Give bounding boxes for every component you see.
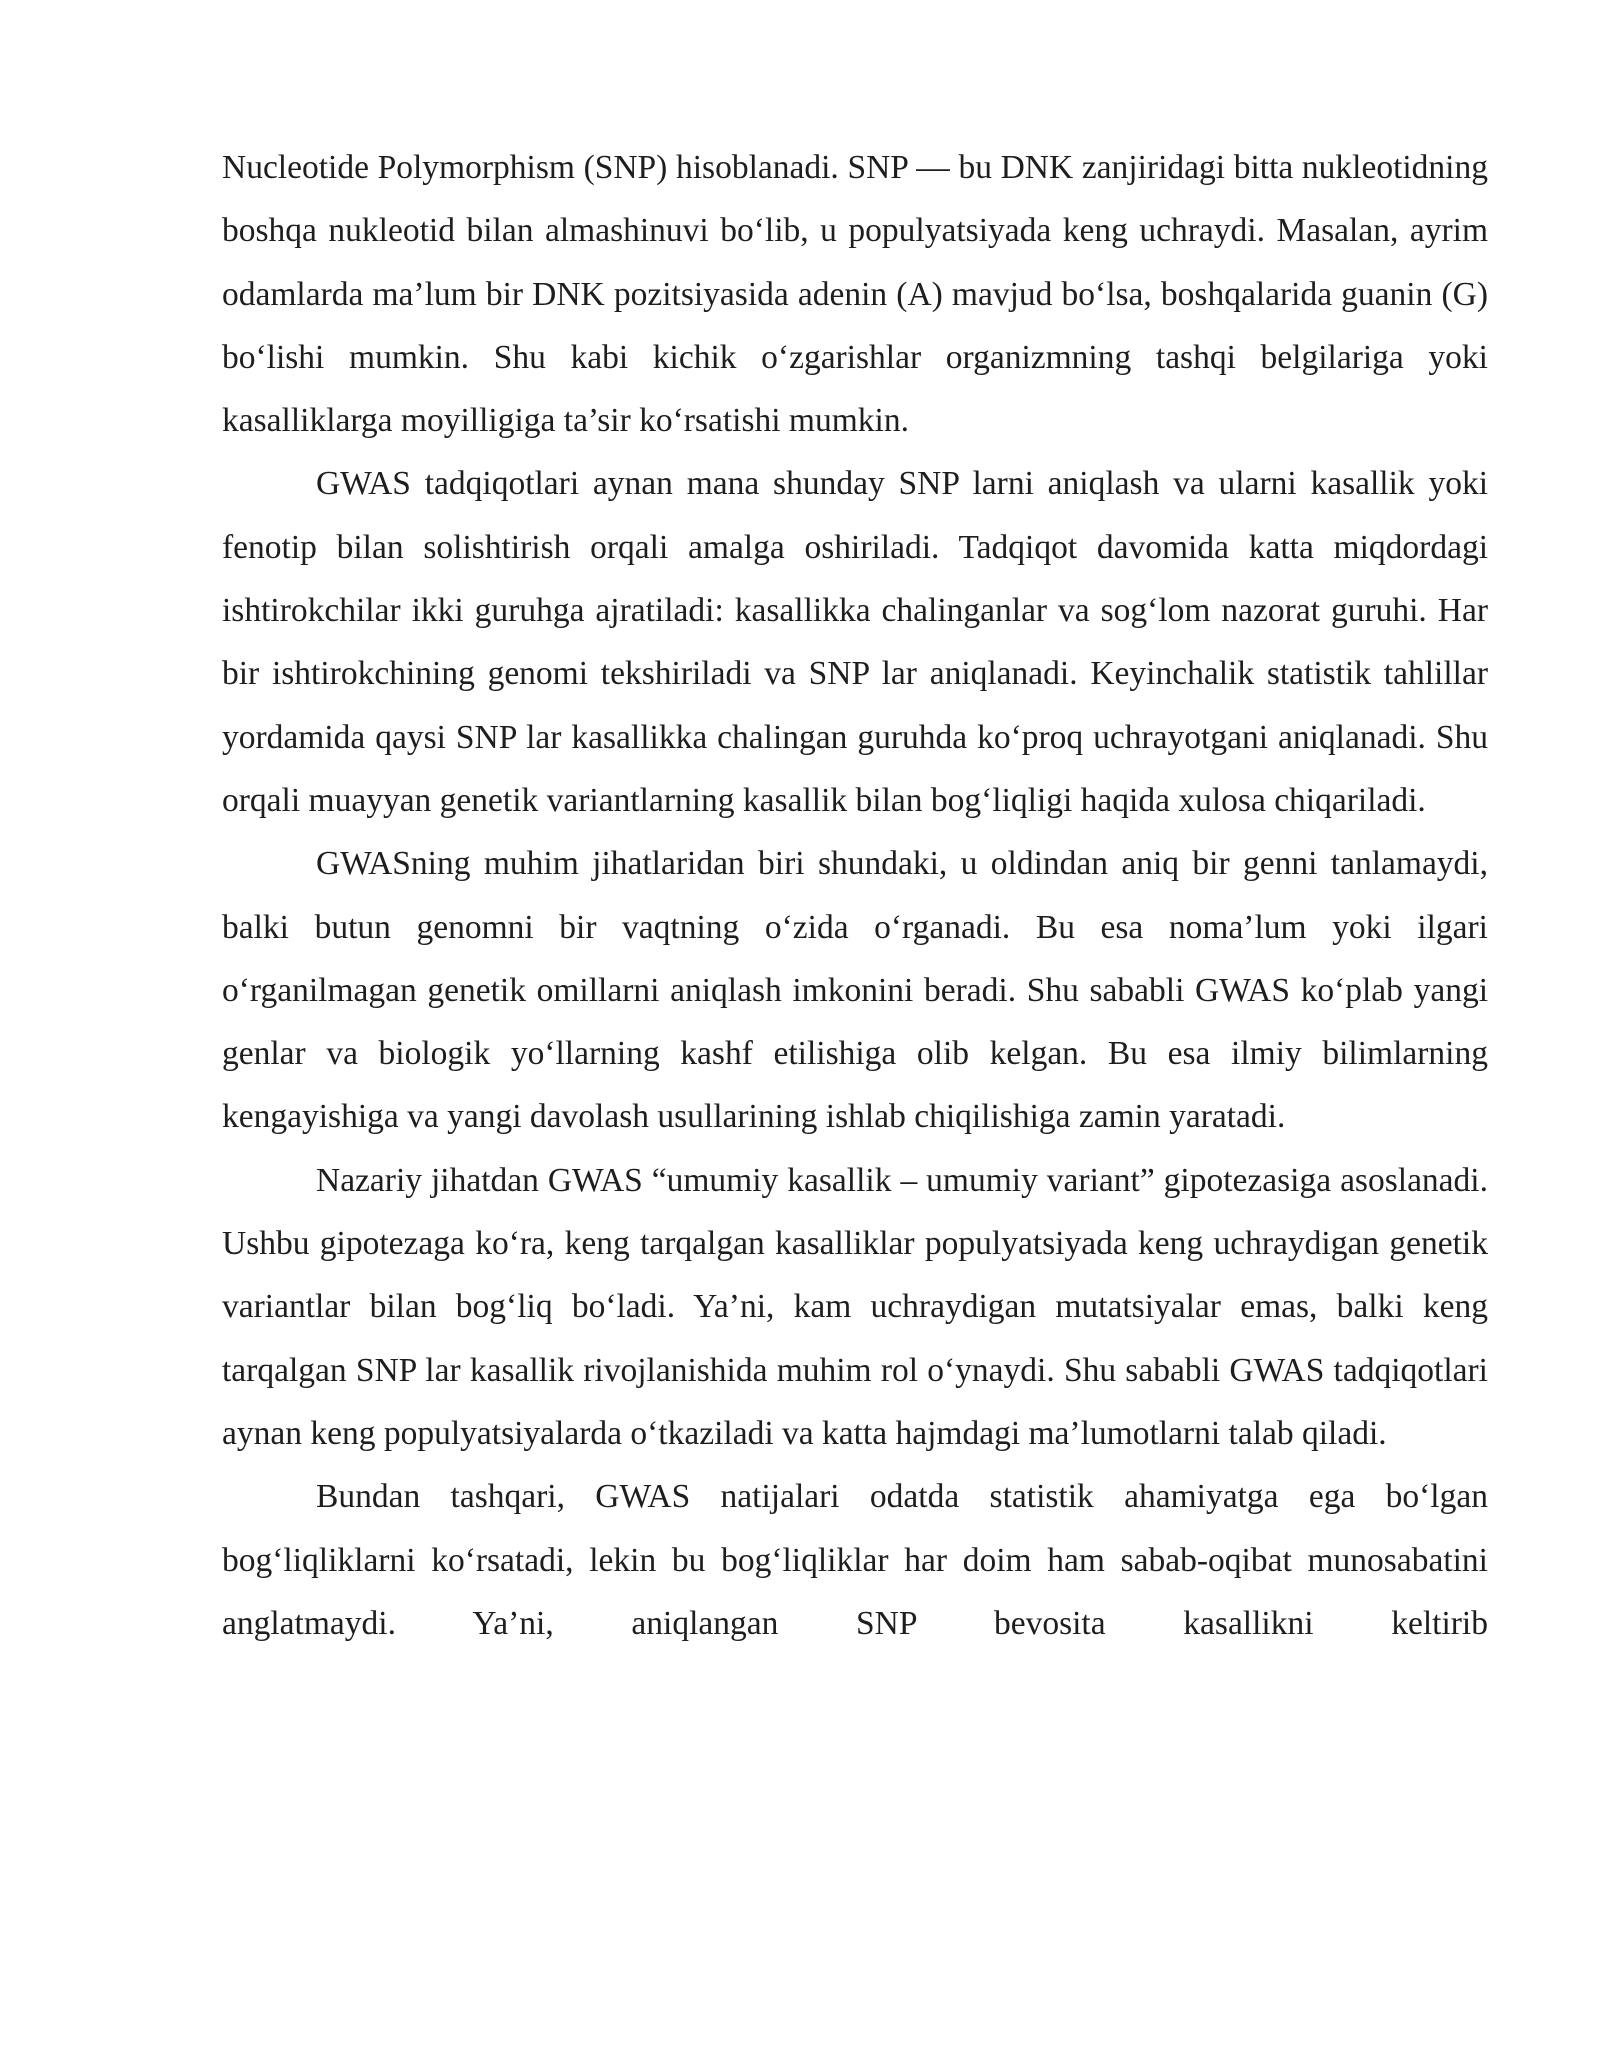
paragraph-common-variant-hypothesis: Nazariy jihatdan GWAS “umumiy kasallik – umumiy variant” gipotezasiga asoslanadi. Ushbu gipotezaga ko‘ra, keng tarqalgan kasalliklar populyatsiyada keng uchraydigan genetik variantlar bilan bog‘liq bo‘ladi. Ya’ni, kam uchraydigan mutatsiyalar emas, balki keng tarqalgan SNP lar kasallik rivojlanishida muhim rol o‘ynaydi. Shu sababli GWAS tadqiqotlari aynan keng populyatsiyalarda o‘tkaziladi va katta hajmdagi ma’lumotlarni talab qiladi.: [222, 1161, 1488, 1452]
paragraph-gwas-genome-wide: GWASning muhim jihatlaridan biri shundaki, u oldindan aniq bir genni tanlamaydi, balki butun genomni bir vaqtning o‘zida o‘rganadi. Bu esa noma’lum yoki ilgari o‘rganilmagan genetik omillarni aniqlash imkonini beradi. Shu sababli GWAS ko‘plab yangi genlar va biologik yo‘llarning kashf etilishiga olib kelgan. Bu esa ilmiy bilimlarning kengayishiga va yangi davolash usullarining ishlab chiqilishiga zamin yaratadi.: [222, 845, 1488, 1136]
paragraph-gwas-method: GWAS tadqiqotlari aynan mana shunday SNP larni aniqlash va ularni kasallik yoki fenotip bilan solishtirish orqali amalga oshiriladi. Tadqiqot davomida katta miqdordagi ishtirokchilar ikki guruhga ajratiladi: kasallikka chalinganlar va sog‘lom nazorat guruhi. Har bir ishtirokchining genomi tekshiriladi va SNP lar aniqlanadi. Keyinchalik statistik tahlillar yordamida qaysi SNP lar kasallikka chalingan guruhda ko‘proq uchrayotgani aniqlanadi. Shu orqali muayyan genetik variantlarning kasallik bilan bog‘liqligi haqida xulosa chiqariladi.: [222, 465, 1488, 819]
paragraph-snp-definition: Nucleotide Polymorphism (SNP) hisoblanadi. SNP — bu DNK zanjiridagi bitta nukleotidning boshqa nukleotid bilan almashinuvi bo‘lib, u populyatsiyada keng uchraydi. Masalan, ayrim odamlarda ma’lum bir DNK pozitsiyasida adenin (A) mavjud bo‘lsa, boshqalarida guanin (G) bo‘lishi mumkin. Shu kabi kichik o‘zgarishlar organizmning tashqi belgilariga yoki kasalliklarga moyilligiga ta’sir ko‘rsatishi mumkin.: [222, 149, 1488, 440]
document-body: [222, 136, 1488, 1655]
paragraph-association-causation: Bundan tashqari, GWAS natijalari odatda statistik ahamiyatga ega bo‘lgan bog‘liqliklarni ko‘rsatadi, lekin bu bog‘liqliklar har doim ham sabab-oqibat munosabatini anglatmaydi. Ya’ni, aniqlangan SNP bevosita kasallikni keltirib: [222, 1478, 1488, 1642]
